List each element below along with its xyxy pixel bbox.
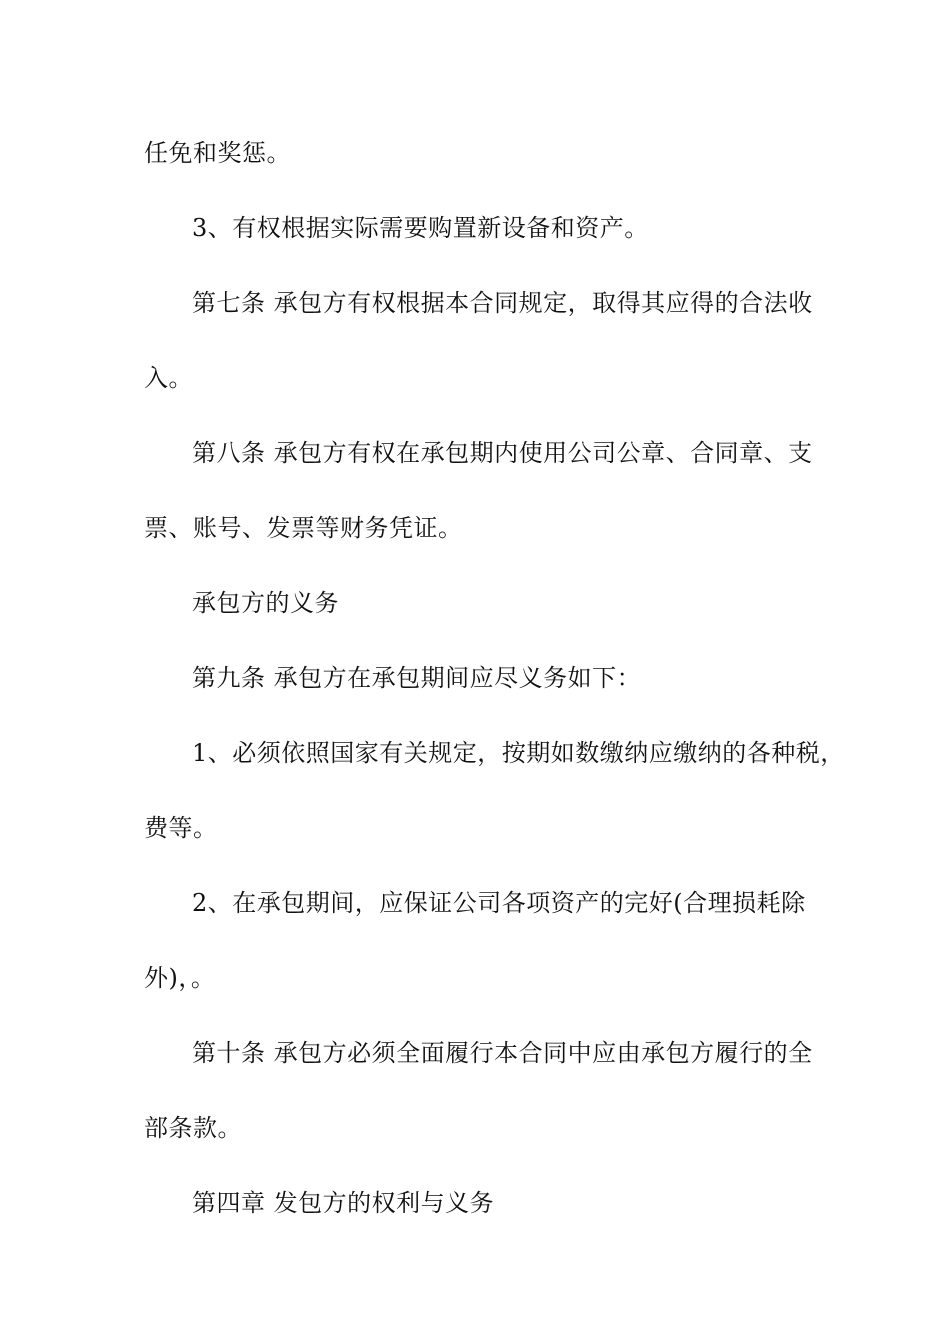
text-line-article-8: 第八条 承包方有权在承包期内使用公司公章、合同章、支 bbox=[192, 439, 813, 467]
text-line-article-9: 第九条 承包方在承包期间应尽义务如下： bbox=[192, 664, 642, 692]
text-line-item-1-cont: 费等。 bbox=[144, 814, 218, 842]
text-line-article-7: 第七条 承包方有权根据本合同规定，取得其应得的合法收 bbox=[192, 289, 813, 317]
text-line-item-2: 2、在承包期间，应保证公司各项资产的完好(合理损耗除 bbox=[192, 889, 806, 917]
text-line-article-10: 第十条 承包方必须全面履行本合同中应由承包方履行的全 bbox=[192, 1039, 813, 1067]
document-body bbox=[144, 127, 845, 1252]
text-line-article-8-cont: 票、账号、发票等财务凭证。 bbox=[144, 514, 463, 542]
text-line-article-7-cont: 入。 bbox=[144, 364, 193, 392]
text-line-item-2-cont: 外)，。 bbox=[144, 964, 216, 992]
text-line-continuation: 任免和奖惩。 bbox=[144, 139, 291, 167]
section-heading-obligations: 承包方的义务 bbox=[192, 589, 339, 617]
text-line-item-1: 1、必须依照国家有关规定，按期如数缴纳应缴纳的各种税， bbox=[192, 739, 845, 767]
chapter-heading-4: 第四章 发包方的权利与义务 bbox=[192, 1189, 495, 1217]
text-line-article-10-cont: 部条款。 bbox=[144, 1114, 242, 1142]
text-line-item-3: 3、有权根据实际需要购置新设备和资产。 bbox=[192, 214, 649, 242]
